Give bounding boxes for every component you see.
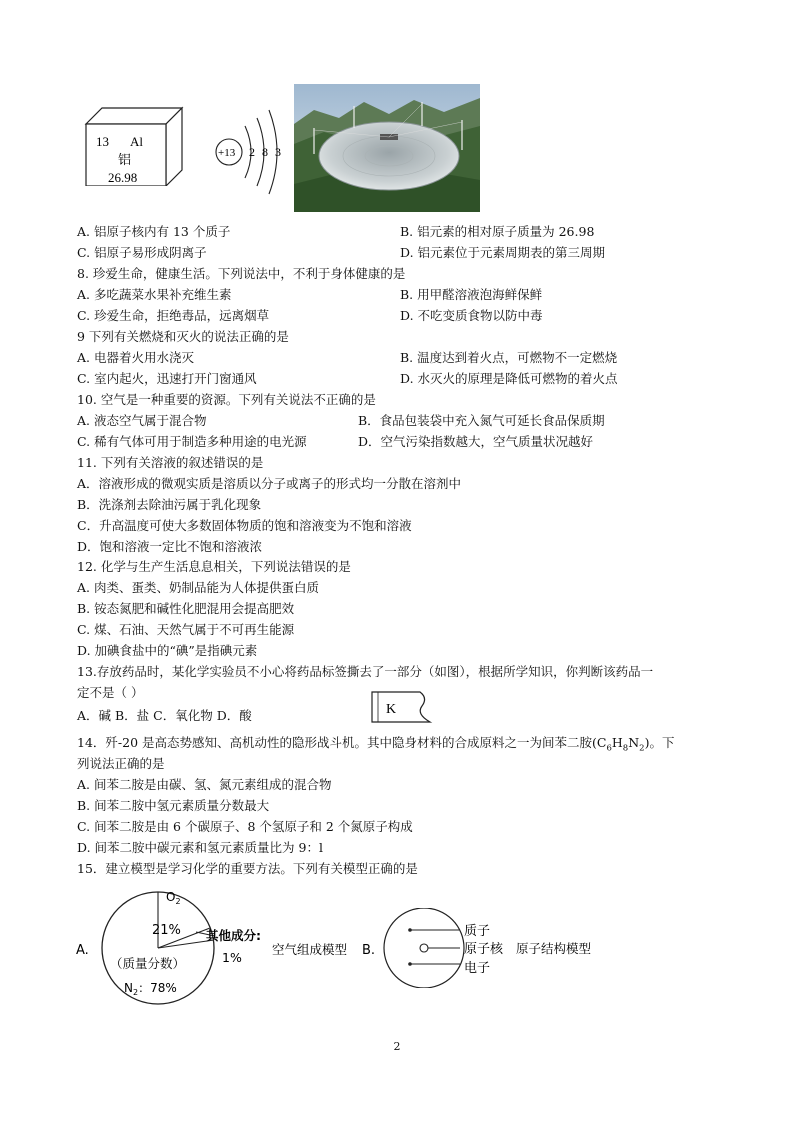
q11-stem: 11. 下列有关溶液的叙述错误的是 xyxy=(77,455,264,470)
q9-stem: 9 下列有关燃烧和灭火的说法正确的是 xyxy=(77,329,289,344)
q14-stem-line2: 列说法正确的是 xyxy=(77,756,165,771)
atom-shell-1: 2 xyxy=(249,145,255,159)
n2-subscript: 2 xyxy=(132,988,139,997)
o2-percent: 21% xyxy=(152,923,181,938)
element-number: 13 xyxy=(96,134,109,149)
element-mass: 26.98 xyxy=(108,170,138,185)
nucleus-label: 原子核 xyxy=(464,942,504,957)
q8-stem: 8. 珍爱生命，健康生活。下列说法中，不利于身体健康的是 xyxy=(77,266,406,281)
atom-model-caption: 原子结构模型 xyxy=(516,941,592,956)
q9-option-c: C. 室内起火，迅速打开门窗通风 xyxy=(77,371,257,386)
q10-option-b: B．食品包装袋中充入氮气可延长食品保质期 xyxy=(358,413,605,428)
q11-option-d: D．饱和溶液一定比不饱和溶液浓 xyxy=(77,539,263,554)
q12-stem: 12. 化学与生产生活息息相关，下列说法错误的是 xyxy=(77,559,351,574)
q10-option-d: D．空气污染指数越大，空气质量状况越好 xyxy=(358,434,594,449)
element-card-graphic xyxy=(84,106,194,186)
atom-shell-3: 3 xyxy=(275,145,281,159)
element-name: 铝 xyxy=(118,153,132,168)
q11-option-b: B．洗涤剂去除油污属于乳化现象 xyxy=(77,497,262,512)
other-components-percent: 1% xyxy=(222,950,242,965)
o2-subscript: 2 xyxy=(175,897,181,906)
page-number: 2 xyxy=(393,1040,401,1053)
q8-option-d: D. 不吃变质食物以防中毒 xyxy=(400,308,543,323)
n2-label: $N_2$：78% xyxy=(124,981,177,997)
other-components-label: 其他成分: xyxy=(206,928,261,943)
q11-option-c: C．升高温度可使大多数固体物质的饱和溶液变为不饱和溶液 xyxy=(77,518,412,533)
q8-option-a: A. 多吃蔬菜水果补充维生素 xyxy=(77,287,232,302)
air-model-caption: 空气组成模型 xyxy=(272,942,348,957)
q7-option-b: B. 铝元素的相对原子质量为 26.98 xyxy=(400,224,595,239)
q7-option-a: A. 铝原子核内有 13 个质子 xyxy=(77,224,231,239)
q14-option-b: B. 间苯二胺中氢元素质量分数最大 xyxy=(77,798,270,813)
proton-label: 质子 xyxy=(464,924,491,939)
element-symbol: Al xyxy=(130,134,143,149)
option-a-letter: A. xyxy=(76,943,89,958)
q14-stem-pre: 14．歼-20 是高态势感知、高机动性的隐形战斗机。其中隐身材料的合成原料之一为间苯二胺(C xyxy=(77,735,607,750)
element-card xyxy=(84,106,194,189)
radio-telescope-photo xyxy=(294,84,480,212)
q12-option-a: A. 肉类、蛋类、奶制品能为人体提供蛋白质 xyxy=(77,580,319,595)
q13-options: A．碱 B．盐 C．氧化物 D．酸 xyxy=(77,708,252,723)
atom-structure-diagram xyxy=(213,106,293,209)
q13-stem-line1: 13.存放药品时，某化学实验员不小心将药品标签撕去了一部分（如图），根据所学知识，你判断该药品一 xyxy=(77,664,654,679)
telescope-illustration xyxy=(294,84,480,212)
q10-option-a: A. 液态空气属于混合物 xyxy=(77,413,207,428)
electron-label: 电子 xyxy=(464,961,491,976)
torn-label-text: K xyxy=(386,702,397,717)
q15-stem: 15．建立模型是学习化学的重要方法。下列有关模型正确的是 xyxy=(77,861,418,876)
atom-structure-model-graphic xyxy=(360,908,620,988)
q14-formula-h: H xyxy=(611,735,623,750)
q8-option-b: B. 用甲醛溶液泡海鲜保鲜 xyxy=(400,287,543,302)
atom-nucleus: +13 xyxy=(218,147,236,159)
atom-structure-graphic xyxy=(213,106,293,206)
atom-shell-2: 8 xyxy=(262,145,268,159)
q14-stem-post: )。下 xyxy=(644,735,675,750)
q9-option-b: B. 温度达到着火点，可燃物不一定燃烧 xyxy=(400,350,618,365)
o2-label: $O_2$ xyxy=(166,890,181,906)
q14-formula-n-sub: 2 xyxy=(639,743,645,754)
q8-option-c: C. 珍爱生命，拒绝毒品，远离烟草 xyxy=(77,308,270,323)
air-composition-model xyxy=(60,888,360,1011)
q14-formula-n: N xyxy=(628,735,640,750)
q14-option-a: A. 间苯二胺是由碳、氢、氮元素组成的混合物 xyxy=(77,777,332,792)
q7-option-d: D. 铝元素位于元素周期表的第三周期 xyxy=(400,245,606,260)
q14-option-c: C. 间苯二胺是由 6 个碳原子、8 个氢原子和 2 个氮原子构成 xyxy=(77,819,413,834)
q12-option-c: C. 煤、石油、天然气属于不可再生能源 xyxy=(77,622,295,637)
q9-option-d: D. 水灭火的原理是降低可燃物的着火点 xyxy=(400,371,618,386)
q13-stem-line2: 定不是（ ） xyxy=(77,685,144,700)
torn-label-figure xyxy=(368,688,438,729)
mass-fraction-label: （质量分数） xyxy=(110,956,186,971)
q10-option-c: C. 稀有气体可用于制造多种用途的电光源 xyxy=(77,434,307,449)
q14-option-d: D. 间苯二胺中碳元素和氢元素质量比为 9：l xyxy=(77,840,323,855)
atom-structure-model xyxy=(360,908,620,991)
q11-option-a: A．溶液形成的微观实质是溶质以分子或离子的形式均一分散在溶剂中 xyxy=(77,476,462,491)
q14-stem-line1 xyxy=(77,733,674,753)
q14-formula-c-sub: 6 xyxy=(606,743,612,754)
option-b-letter: B. xyxy=(362,943,376,958)
torn-label-graphic xyxy=(368,688,438,726)
q10-stem: 10. 空气是一种重要的资源。下列有关说法不正确的是 xyxy=(77,392,376,407)
q14-formula-h-sub: 8 xyxy=(622,743,629,754)
q12-option-d: D. 加碘食盐中的“碘”是指碘元素 xyxy=(77,643,258,658)
air-composition-graphic xyxy=(60,888,360,1008)
q12-option-b: B. 铵态氮肥和碱性化肥混用会提高肥效 xyxy=(77,601,295,616)
q9-option-a: A. 电器着火用水浇灭 xyxy=(77,350,194,365)
q7-option-c: C. 铝原子易形成阴离子 xyxy=(77,245,207,260)
